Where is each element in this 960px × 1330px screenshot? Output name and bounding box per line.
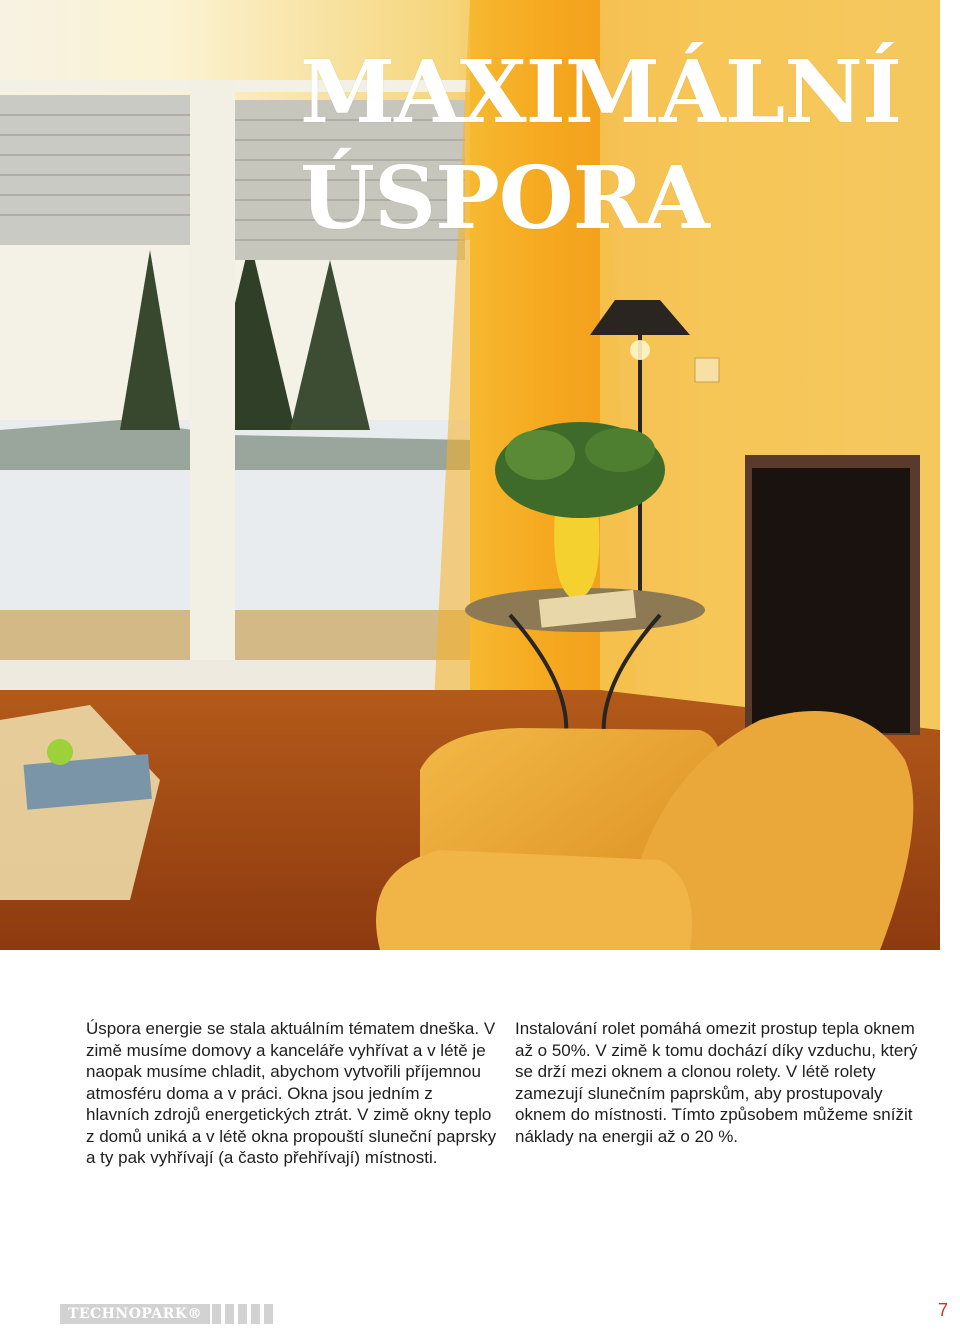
footer-bar	[251, 1304, 260, 1324]
brand-name: TECHNOPARK®	[67, 1306, 203, 1322]
body-column-left	[86, 1018, 500, 1169]
headline-line-1: MAXIMÁLNÍ	[300, 42, 902, 143]
body-column-right	[515, 1018, 935, 1147]
technopark-logo	[60, 1304, 210, 1324]
footer-bar	[238, 1304, 247, 1324]
page-number: 7	[938, 1300, 949, 1320]
headline-line-2: ÚSPORA	[300, 148, 709, 249]
footer-bar	[264, 1304, 273, 1324]
footer-bar	[212, 1304, 221, 1324]
shutters-paragraph: Instalování rolet pomáhá omezit prostup tepla oknem až o 50%. V zimě k tomu dochází díky vzduchu, který se drží mezi oknem a clonou rolety. V létě rolety zamezují slunečním paprskům, aby prostupovaly oknem do místnosti. Tímto způsobem můžeme snížit náklady na energii až o 20 %.	[515, 1019, 918, 1146]
footer-bar	[225, 1304, 234, 1324]
intro-paragraph: Úspora energie se stala aktuálním tématem dneška. V zimě musíme domovy a kanceláře vyhřívat a v létě je naopak musíme chladit, abychom vytvořili příjemnou atmosféru doma a v práci. Okna jsou jedním z hlavních zdrojů energetických ztrát. V zimě okny teplo z domů uniká a v létě okna propouští sluneční paprsky a ty pak vyhřívají (a často přehřívají) místnosti.	[86, 1019, 497, 1167]
headline	[300, 40, 901, 252]
footer-decorative-bars	[212, 1304, 273, 1324]
